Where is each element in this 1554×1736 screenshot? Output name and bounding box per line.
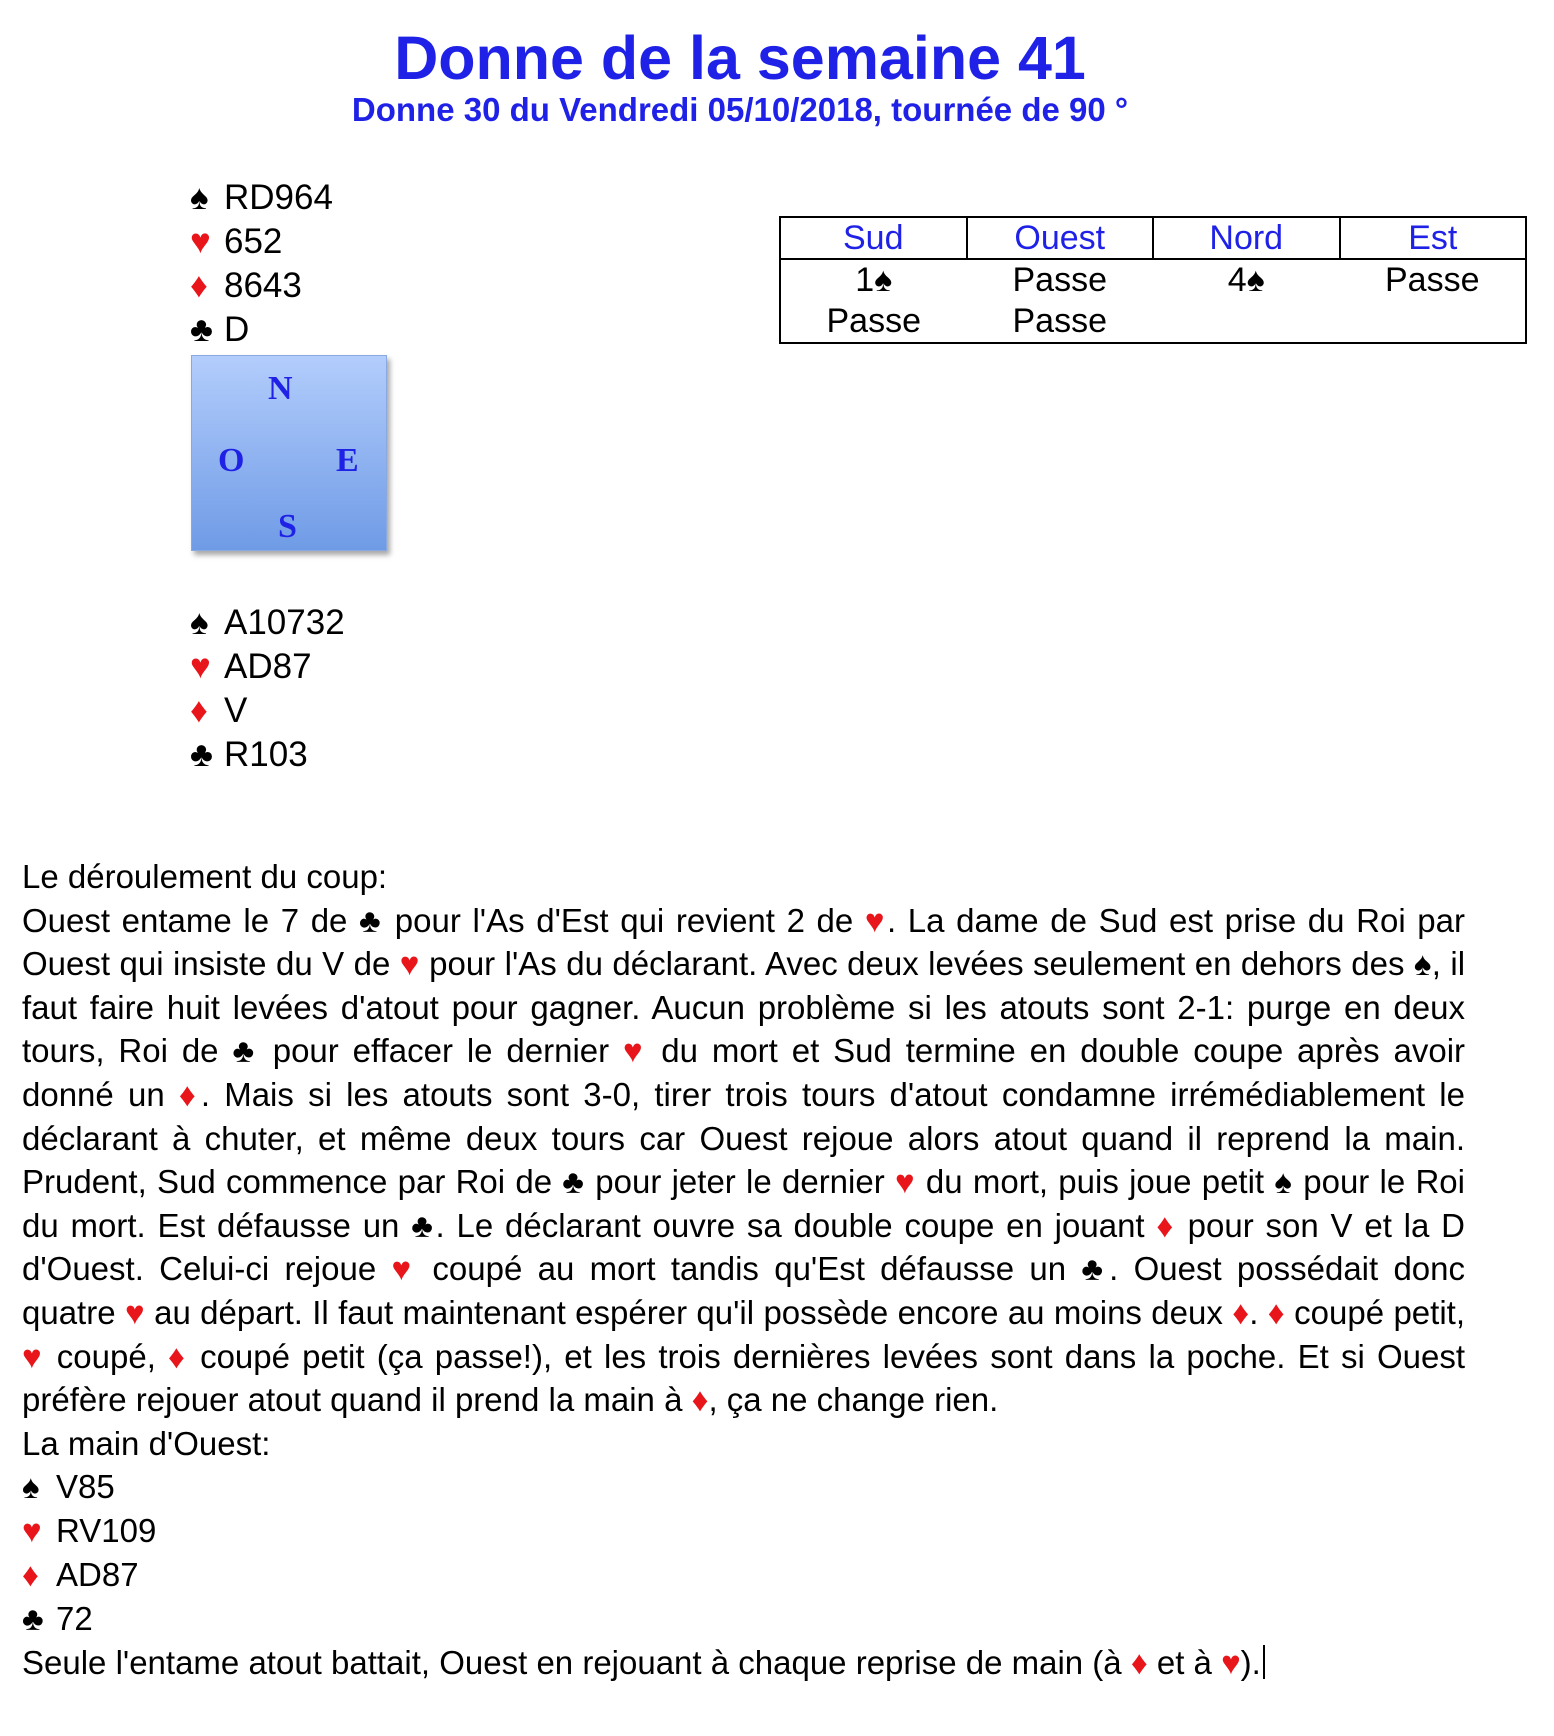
spade-icon: ♠ xyxy=(874,261,893,299)
club-icon: ♣ xyxy=(232,1032,259,1070)
north-hand xyxy=(190,176,333,352)
west-hand xyxy=(22,1465,1465,1641)
club-icon: ♣ xyxy=(1081,1250,1110,1288)
compass-east: E xyxy=(336,442,359,479)
page-subtitle: Donne 30 du Vendredi 05/10/2018, tournée de 90 ° xyxy=(351,91,1129,128)
bid-cell: 4♠ xyxy=(1227,261,1265,299)
diamond-icon: ♦ xyxy=(22,1556,39,1594)
heart-icon: ♥ xyxy=(190,647,211,686)
west-hand-heading: La main d'Ouest: xyxy=(22,1424,271,1462)
club-icon: ♣ xyxy=(190,310,213,349)
west-hearts: RV109 xyxy=(56,1512,157,1550)
club-icon: ♣ xyxy=(562,1163,586,1201)
club-icon: ♣ xyxy=(359,901,384,939)
club-icon: ♣ xyxy=(22,1600,44,1638)
diamond-icon: ♦ xyxy=(1156,1206,1176,1244)
bid-header-ouest: Ouest xyxy=(967,217,1154,259)
heart-icon: ♥ xyxy=(623,1032,648,1070)
story-heading: Le déroulement du coup: xyxy=(22,858,388,895)
west-spades: V85 xyxy=(56,1468,115,1506)
north-spades: RD964 xyxy=(224,178,333,217)
bid-cell: Passe xyxy=(1012,302,1107,340)
bid-row xyxy=(780,301,1526,343)
heart-icon: ♥ xyxy=(190,222,211,261)
diamond-icon: ♦ xyxy=(1130,1644,1148,1682)
heart-icon: ♥ xyxy=(22,1337,45,1375)
diamond-icon: ♦ xyxy=(178,1075,201,1113)
spade-icon: ♠ xyxy=(1246,261,1265,299)
bid-header-est: Est xyxy=(1340,217,1527,259)
compass-north: N xyxy=(268,370,293,407)
spade-icon: ♠ xyxy=(1274,1163,1293,1201)
bid-cell xyxy=(1153,301,1340,343)
club-icon: ♣ xyxy=(411,1206,436,1244)
text-cursor xyxy=(1263,1645,1265,1679)
south-hand xyxy=(190,601,345,777)
heart-icon: ♥ xyxy=(864,901,887,939)
bid-cell xyxy=(1340,301,1527,343)
play-description xyxy=(22,855,1465,1685)
bid-row xyxy=(780,259,1526,301)
club-icon: ♣ xyxy=(190,735,213,774)
heart-icon: ♥ xyxy=(399,945,420,983)
west-diamonds: AD87 xyxy=(56,1556,139,1594)
heart-icon: ♥ xyxy=(124,1293,145,1331)
compass-box xyxy=(191,355,387,551)
spade-icon: ♠ xyxy=(190,178,209,217)
spade-icon: ♠ xyxy=(1413,945,1432,983)
heart-icon: ♥ xyxy=(1221,1644,1241,1682)
heart-icon: ♥ xyxy=(22,1512,42,1550)
bid-cell: Passe xyxy=(1385,261,1480,299)
diamond-icon: ♦ xyxy=(691,1381,709,1419)
diamond-icon: ♦ xyxy=(190,691,208,730)
bidding-table xyxy=(779,216,1527,344)
bid-header-sud: Sud xyxy=(780,217,967,259)
diamond-icon: ♦ xyxy=(1267,1293,1285,1331)
spade-icon: ♠ xyxy=(190,603,209,642)
diamond-icon: ♦ xyxy=(168,1337,188,1375)
bid-header-nord: Nord xyxy=(1153,217,1340,259)
spade-icon: ♠ xyxy=(22,1468,40,1506)
north-hearts: 652 xyxy=(224,222,283,261)
south-hearts: AD87 xyxy=(224,647,312,686)
diamond-icon: ♦ xyxy=(1232,1293,1250,1331)
west-clubs: 72 xyxy=(56,1600,93,1638)
north-diamonds: 8643 xyxy=(224,266,302,305)
conclusion: Seule l'entame atout battait, Ouest en rejouant à chaque reprise de main (à ♦ et à ♥). xyxy=(22,1641,1465,1685)
page-title: Donne de la semaine 41 xyxy=(394,24,1086,92)
south-diamonds: V xyxy=(224,691,248,730)
diamond-icon: ♦ xyxy=(190,266,208,305)
bid-cell: Passe xyxy=(826,302,921,340)
bid-cell: 1♠ xyxy=(855,261,893,299)
south-clubs: R103 xyxy=(224,735,308,774)
south-spades: A10732 xyxy=(224,603,345,642)
bid-cell: Passe xyxy=(1012,261,1107,299)
north-clubs: D xyxy=(224,310,250,349)
compass-south: S xyxy=(278,508,297,545)
heart-icon: ♥ xyxy=(894,1163,916,1201)
compass-west: O xyxy=(218,442,245,479)
story-paragraph: Ouest entame le 7 de ♣ pour l'As d'Est qui revient 2 de ♥. La dame de Sud est prise du Roi par Ouest qui insiste du V de ♥ pour l'As du déclarant. Avec deux levées seulement en dehors des ♠, il faut faire huit levées d'atout pour gagner. Aucun problème si les atouts sont 2-1: purge en deux tours, Roi de ♣ pour effacer le dernier ♥ du mort et Sud termine en double coupe après avoir donné un ♦. Mais si les atouts sont 3-0, tirer trois tours d'atout condamne irrémédiablement le déclarant à chuter, et même deux tours car Ouest rejoue alors atout quand il reprend la main. Prudent, Sud commence par Roi de ♣ pour jeter le dernier ♥ du mort, puis joue petit ♠ pour le Roi du mort. Est défausse un ♣. Le déclarant ouvre sa double coupe en jouant ♦ pour son V et la D d'Ouest. Celui-ci rejoue ♥ coupé au mort tandis qu'Est défausse un ♣. Ouest possédait donc quatre ♥ au départ. Il faut maintenant espérer qu'il possède encore au moins deux ♦. ♦ coupé petit, ♥ coupé, ♦ coupé petit (ça passe!), et les trois dernières levées sont dans la poche. Et si Ouest préfère rejouer atout quand il prend la main à ♦, ça ne change rien. xyxy=(22,901,1466,1419)
heart-icon: ♥ xyxy=(391,1250,418,1288)
